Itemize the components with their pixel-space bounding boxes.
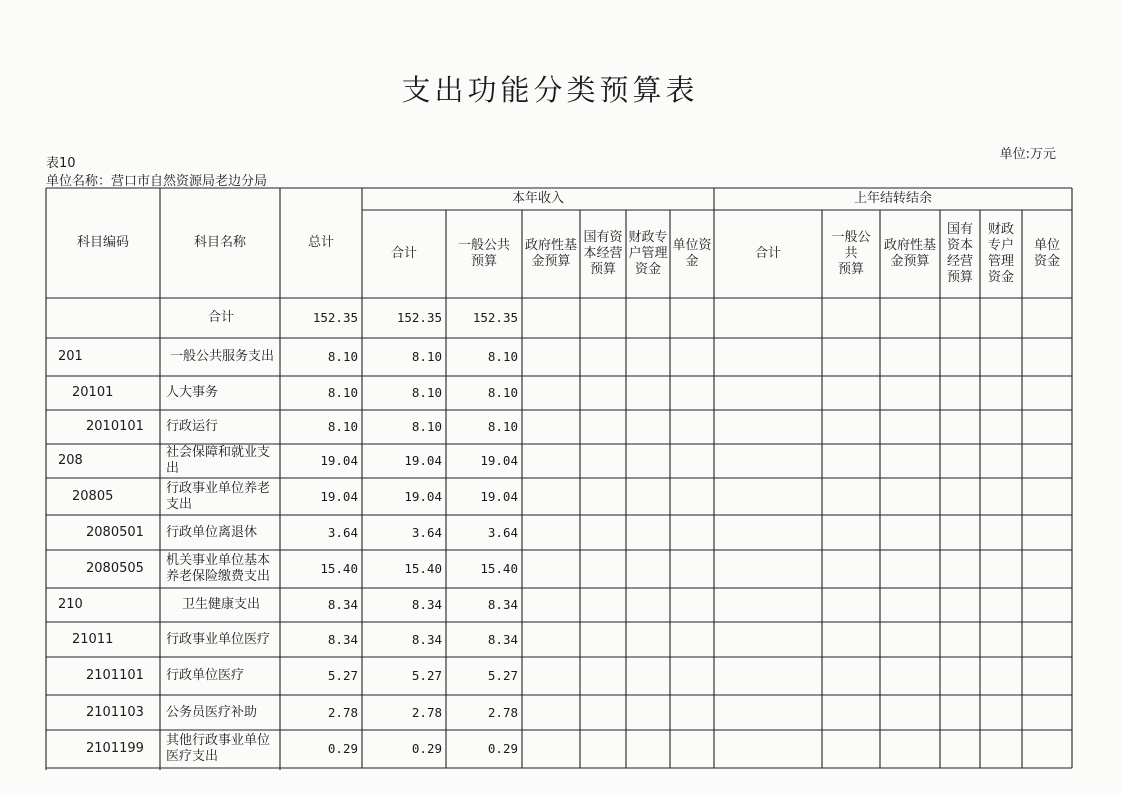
row-cy-general: 8.10 [487, 419, 518, 434]
header-cy-unit: 单位资 金 [672, 238, 712, 269]
row-cy-total: 8.10 [411, 385, 442, 400]
row-name: 社会保障和就业支 出 [166, 445, 271, 476]
row-name: 合计 [207, 310, 234, 325]
row-total: 152.35 [312, 310, 358, 325]
header-total: 总计 [307, 235, 334, 250]
row-code: 2080501 [86, 524, 144, 540]
row-cy-general: 8.34 [487, 597, 518, 612]
header-cy-total: 合计 [390, 246, 417, 261]
row-cy-general: 0.29 [487, 741, 518, 756]
row-cy-general: 152.35 [472, 310, 518, 325]
row-cy-total: 2.78 [411, 704, 442, 720]
row-total: 8.10 [327, 349, 358, 364]
row-code [52, 298, 160, 338]
header-name: 科目名称 [193, 235, 246, 250]
row-code: 208 [58, 453, 83, 468]
row-code: 2101103 [86, 704, 144, 720]
row-code: 2010101 [86, 419, 144, 434]
row-name: 行政单位医疗 [166, 668, 245, 683]
row-total: 15.40 [320, 561, 358, 576]
row-total: 19.04 [320, 488, 358, 504]
row-cy-total: 8.10 [411, 349, 442, 364]
row-total: 2.78 [327, 704, 358, 720]
row-cy-general: 19.04 [480, 488, 518, 504]
row-total: 19.04 [320, 453, 358, 468]
currency-unit: 单位:万元 [999, 147, 1056, 162]
header-co-total: 合计 [754, 246, 781, 261]
header-cy-general: 一般公共 预算 [457, 238, 510, 269]
header-co-special: 财政 专户 管理 资金 [987, 222, 1014, 285]
row-cy-general: 8.10 [487, 349, 518, 364]
row-total: 8.34 [327, 597, 358, 612]
row-name: 一般公共服务支出 [169, 349, 274, 364]
header-co-state-capital: 国有 资本 经营 预算 [946, 222, 973, 285]
header-cy-gov-fund: 政府性基 金预算 [524, 238, 577, 269]
row-cy-total: 15.40 [404, 561, 442, 576]
row-name: 公务员医疗补助 [166, 704, 258, 720]
header-co-unit: 单位 资金 [1033, 238, 1060, 269]
row-cy-general: 2.78 [487, 704, 518, 720]
row-code: 2080505 [86, 561, 144, 576]
row-cy-total: 19.04 [404, 488, 442, 504]
row-cy-general: 15.40 [480, 561, 518, 576]
header-cy-state-capital: 国有资 本经营 预算 [583, 230, 623, 277]
row-name: 卫生健康支出 [181, 597, 260, 612]
row-cy-total: 8.10 [411, 419, 442, 434]
row-name: 行政事业单位医疗 [166, 631, 271, 647]
row-name: 其他行政事业单位 医疗支出 [166, 733, 271, 764]
header-cy-special: 财政专 户管理 资金 [628, 230, 668, 277]
header-current-year: 本年收入 [511, 191, 564, 206]
row-cy-general: 5.27 [487, 668, 518, 683]
page-title: 支出功能分类预算表 [401, 73, 699, 107]
row-code: 210 [58, 597, 83, 612]
row-cy-total: 5.27 [411, 668, 442, 683]
row-total: 0.29 [327, 741, 358, 756]
row-total: 8.10 [327, 419, 358, 434]
header-co-general: 一般公 共 预算 [831, 230, 871, 277]
row-total: 8.34 [327, 631, 358, 647]
row-code: 20805 [72, 488, 114, 504]
header-code: 科目编码 [76, 235, 129, 250]
row-cy-general: 8.34 [487, 631, 518, 647]
row-total: 8.10 [327, 385, 358, 400]
row-total: 5.27 [327, 668, 358, 683]
row-cy-total: 8.34 [411, 597, 442, 612]
row-name: 人大事务 [166, 385, 219, 400]
row-cy-general: 19.04 [480, 453, 518, 468]
row-name: 行政运行 [166, 419, 219, 434]
row-cy-total: 19.04 [404, 453, 442, 468]
row-cy-total: 3.64 [411, 524, 442, 540]
row-code: 201 [58, 349, 83, 364]
table-number: 表10 [46, 156, 76, 171]
row-cy-total: 8.34 [411, 631, 442, 647]
row-code: 2101101 [86, 668, 144, 683]
row-name: 行政单位离退休 [166, 524, 258, 540]
row-code: 2101199 [86, 741, 144, 756]
row-total: 3.64 [327, 524, 358, 540]
header-carryover: 上年结转结余 [853, 191, 932, 206]
row-cy-total: 152.35 [396, 310, 442, 325]
row-cy-general: 8.10 [487, 385, 518, 400]
row-code: 21011 [72, 631, 114, 647]
row-cy-general: 3.64 [487, 524, 518, 540]
header-co-gov-fund: 政府性基 金预算 [883, 238, 936, 269]
row-cy-total: 0.29 [411, 741, 442, 756]
row-name: 机关事业单位基本 养老保险缴费支出 [166, 553, 271, 584]
unit-name: 单位名称：营口市自然资源局老边分局 [46, 174, 268, 189]
row-code: 20101 [72, 385, 114, 400]
row-name: 行政事业单位养老 支出 [166, 480, 271, 512]
